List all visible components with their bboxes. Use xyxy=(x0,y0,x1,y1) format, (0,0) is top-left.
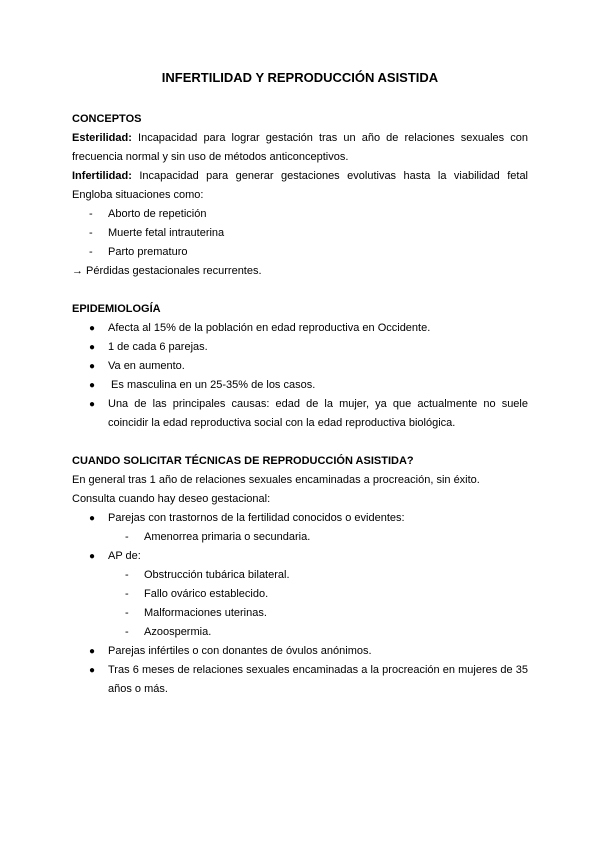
list-item-text: Tras 6 meses de relaciones sexuales encaminadas a la procreación en mujeres de 35 años o más. xyxy=(108,664,528,695)
list-item-text: Afecta al 15% de la población en edad reproductiva en Occidente. xyxy=(108,322,431,334)
bullet-marker: ● xyxy=(89,513,96,524)
esterilidad-text: Incapacidad para lograr gestación tras un año de relaciones sexuales con frecuencia normal y sin uso de métodos anticonceptivos. xyxy=(72,132,529,163)
dash-marker: - xyxy=(125,607,129,619)
list-item-text: Parto prematuro xyxy=(108,246,188,258)
list-item xyxy=(72,509,528,547)
engloba-text: Engloba situaciones como: xyxy=(72,189,204,201)
cuando-intro: En general tras 1 año de relaciones sexuales encaminadas a procreación, sin éxito. xyxy=(72,474,480,486)
list-item-text: 1 de cada 6 parejas. xyxy=(108,341,208,353)
bullet-marker: ● xyxy=(89,646,96,657)
list-item xyxy=(72,243,528,262)
list-item-text: Parejas con trastornos de la fertilidad conocidos o evidentes: xyxy=(108,512,405,524)
infertilidad-text: Incapacidad para generar gestaciones evolutivas hasta la viabilidad fetal xyxy=(139,170,529,182)
list-item xyxy=(72,547,528,642)
infertilidad-definition xyxy=(72,167,528,186)
list-item-text: Va en aumento. xyxy=(108,360,185,372)
cuando-list xyxy=(72,509,528,699)
sub-list xyxy=(108,566,528,642)
dash-marker: - xyxy=(125,588,129,600)
list-item xyxy=(72,319,528,338)
dash-marker: - xyxy=(125,531,129,543)
page-title: INFERTILIDAD Y REPRODUCCIÓN ASISTIDA xyxy=(161,70,439,85)
dash-marker: - xyxy=(125,569,129,581)
infertilidad-term: Infertilidad: xyxy=(72,170,132,182)
bullet-marker: ● xyxy=(89,361,96,372)
esterilidad-definition xyxy=(72,129,528,167)
dash-marker: - xyxy=(89,246,93,258)
bullet-marker: ● xyxy=(89,665,96,676)
list-item xyxy=(72,357,528,376)
list-item-text: Una de las principales causas: edad de la mujer, ya que actualmente no suele coincidir la edad reproductiva social con la edad reproductiva biológica. xyxy=(108,398,528,429)
sub-list-item-text: Azoospermia. xyxy=(144,626,212,638)
document-body xyxy=(72,110,528,699)
sub-list-item-text: Malformaciones uterinas. xyxy=(144,607,267,619)
list-item-text: Aborto de repetición xyxy=(108,208,207,220)
bullet-marker: ● xyxy=(89,399,96,410)
conceptos-list xyxy=(72,205,528,262)
list-item xyxy=(72,661,528,699)
bullet-marker: ● xyxy=(89,323,96,334)
dash-marker: - xyxy=(89,227,93,239)
epidemiologia-list xyxy=(72,319,528,433)
sub-list-item xyxy=(108,585,528,604)
sub-list xyxy=(108,528,528,547)
section-heading-epidemiologia: EPIDEMIOLOGÍA xyxy=(72,303,161,315)
list-item-text: Muerte fetal intrauterina xyxy=(108,227,225,239)
list-item-text: Es masculina en un 25-35% de los casos. xyxy=(108,379,316,391)
list-item xyxy=(72,395,528,433)
sub-list-item xyxy=(108,623,528,642)
list-item xyxy=(72,376,528,395)
sub-list-item xyxy=(108,604,528,623)
list-item-text: Parejas infértiles o con donantes de óvulos anónimos. xyxy=(108,645,372,657)
list-item xyxy=(72,642,528,661)
sub-list-item xyxy=(108,528,528,547)
section-heading-cuando: CUANDO SOLICITAR TÉCNICAS DE REPRODUCCIÓN ASISTIDA? xyxy=(72,455,414,467)
sub-list-item-text: Fallo ovárico establecido. xyxy=(144,588,269,600)
sub-list-item xyxy=(108,566,528,585)
arrow-line: → Pérdidas gestacionales recurrentes. xyxy=(72,265,262,277)
section-heading-conceptos: CONCEPTOS xyxy=(72,113,142,125)
bullet-marker: ● xyxy=(89,380,96,391)
sub-list-item-text: Amenorrea primaria o secundaria. xyxy=(144,531,311,543)
list-item-text: AP de: xyxy=(108,550,141,562)
dash-marker: - xyxy=(125,626,129,638)
list-item xyxy=(72,205,528,224)
list-item xyxy=(72,338,528,357)
bullet-marker: ● xyxy=(89,551,96,562)
bullet-marker: ● xyxy=(89,342,96,353)
esterilidad-term: Esterilidad: xyxy=(72,132,132,144)
consulta-text: Consulta cuando hay deseo gestacional: xyxy=(72,493,271,505)
dash-marker: - xyxy=(89,208,93,220)
list-item xyxy=(72,224,528,243)
sub-list-item-text: Obstrucción tubárica bilateral. xyxy=(144,569,290,581)
